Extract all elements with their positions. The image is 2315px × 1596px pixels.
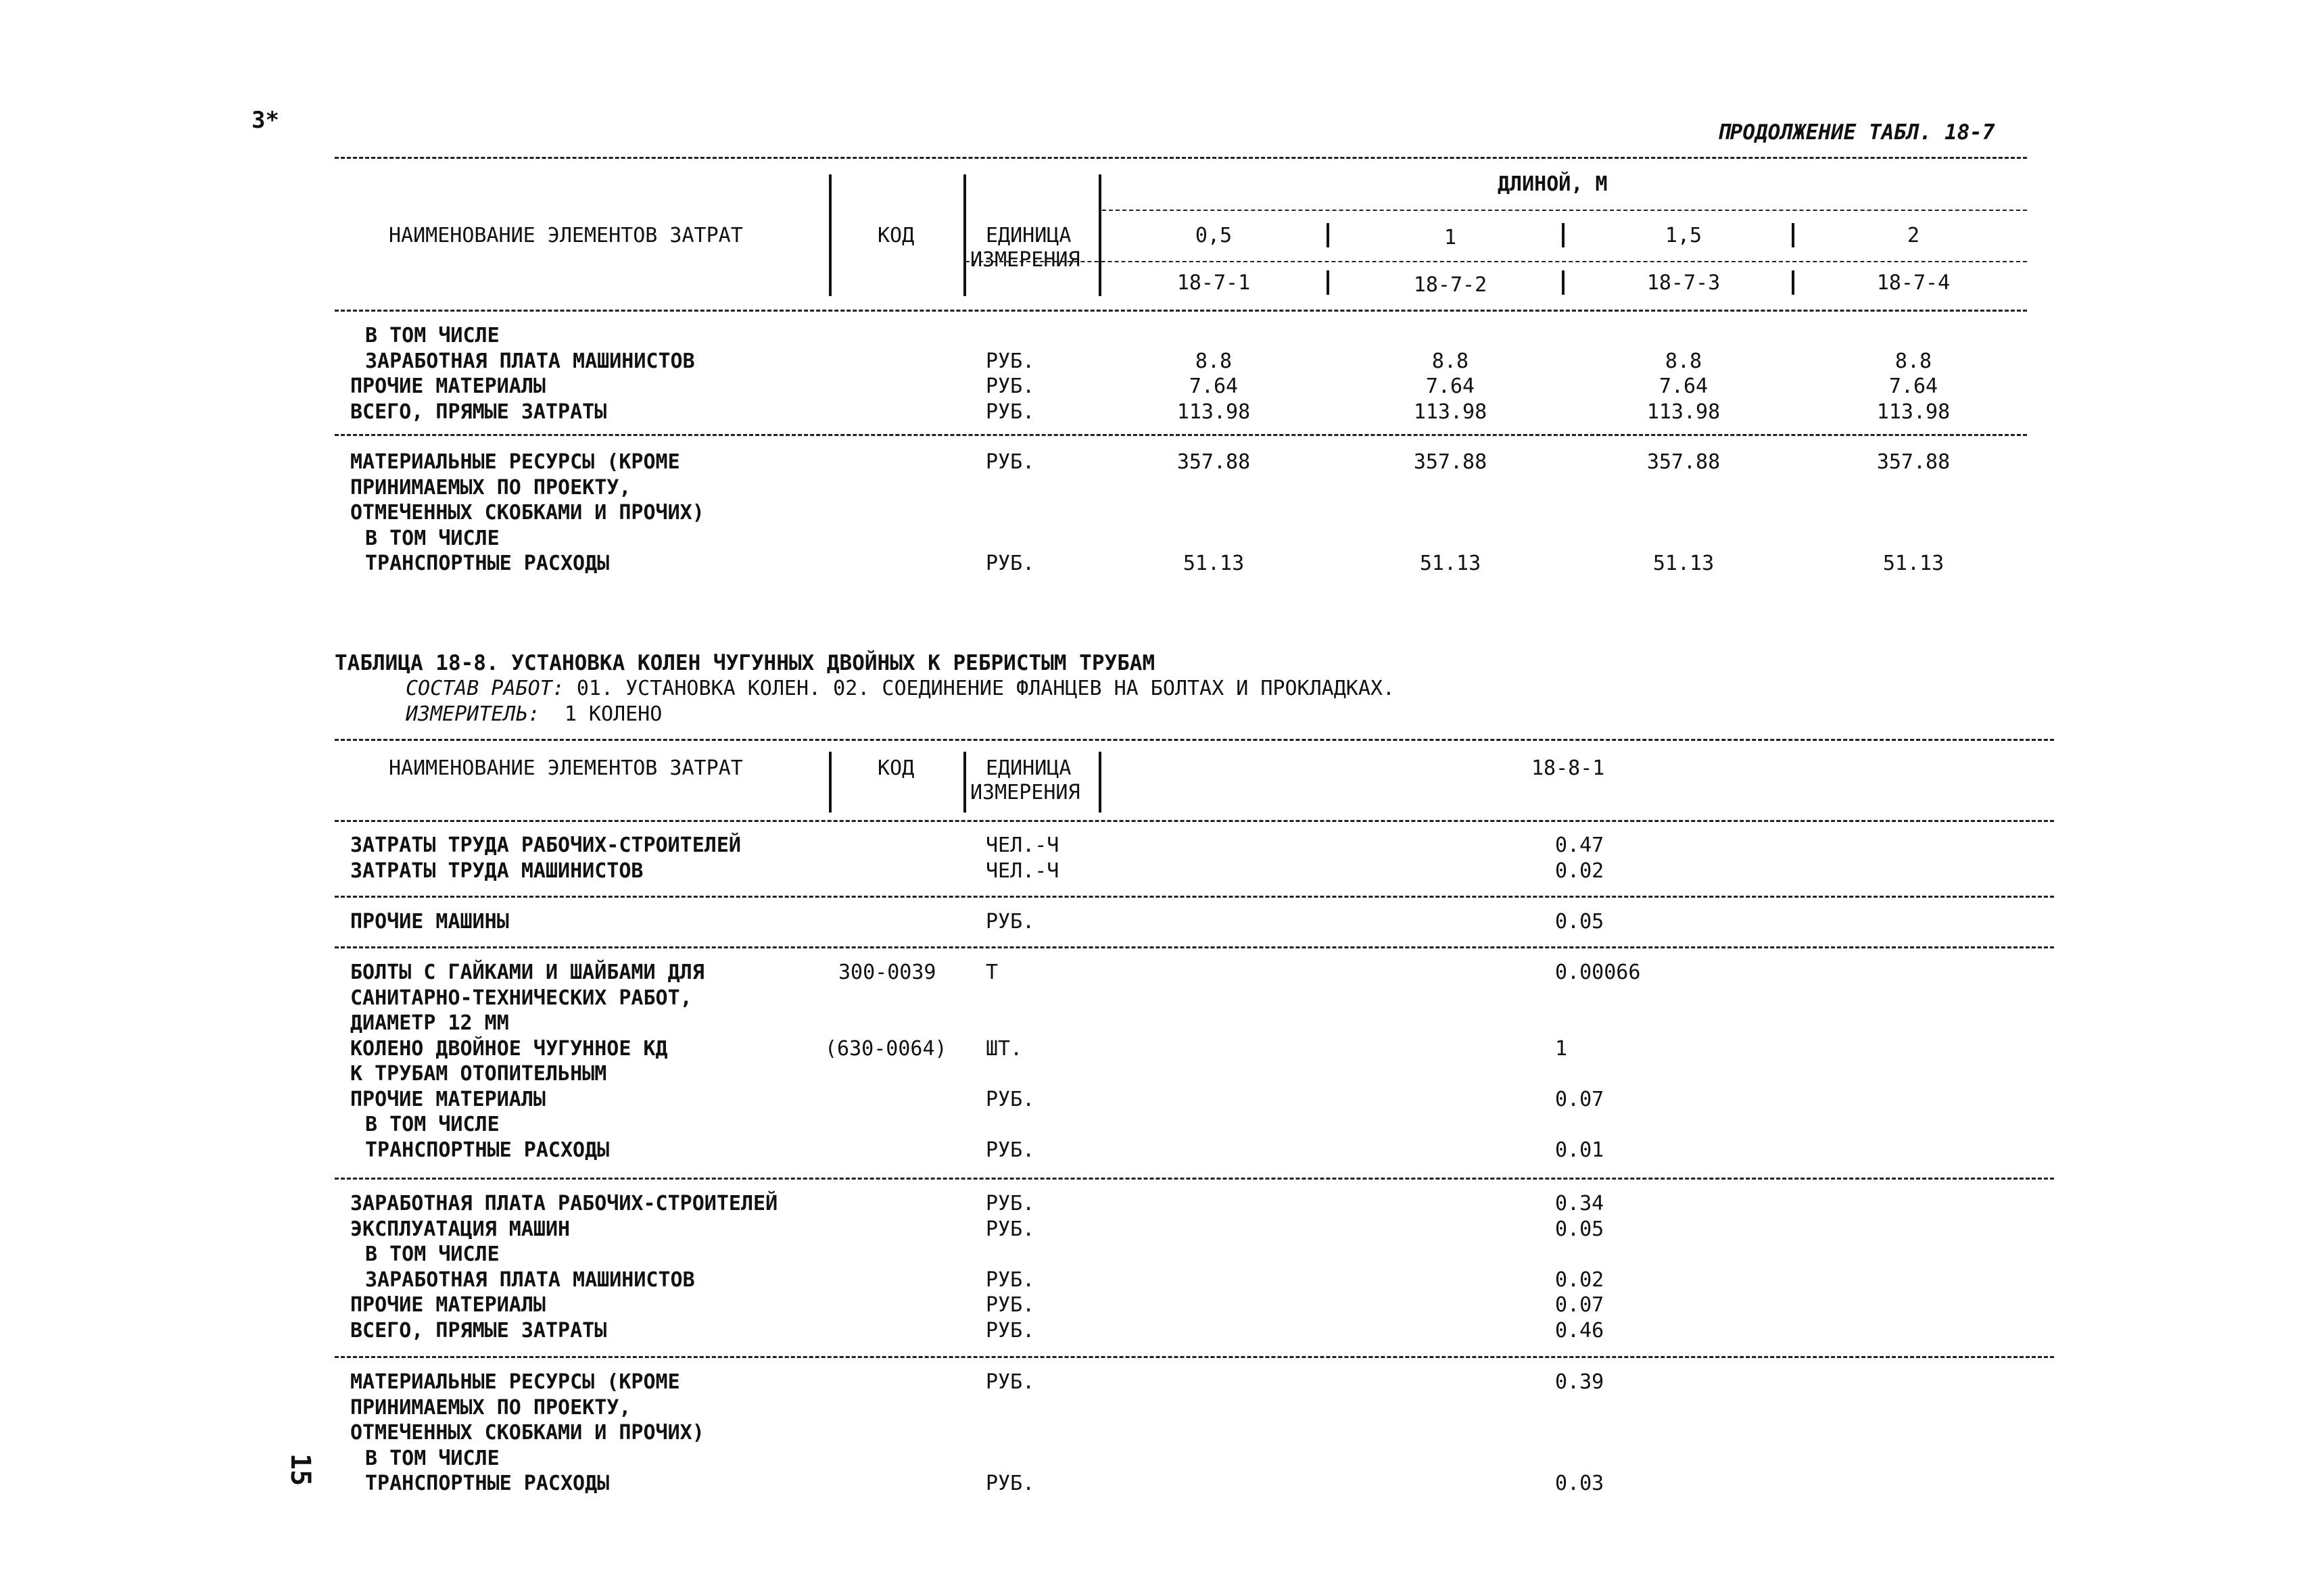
row-name: В ТОМ ЧИСЛЕ (365, 527, 500, 550)
row-name: САНИТАРНО-ТЕХНИЧЕСКИХ РАБОТ, (350, 986, 692, 1010)
row-value: 357.88 (1646, 450, 1721, 474)
row-unit: РУБ. (986, 400, 1035, 424)
row-value: 7.64 (1888, 374, 1938, 398)
work-composition (406, 676, 1395, 701)
row-name: В ТОМ ЧИСЛЕ (365, 1447, 500, 1470)
row-value: 357.88 (1876, 450, 1951, 474)
continuation-title: ПРОДОЛЖЕНИЕ ТАБЛ. 18-7 (1717, 120, 1995, 145)
row-value: 8.8 (1665, 349, 1702, 373)
row-value: 0.39 (1555, 1370, 1604, 1394)
row-unit: РУБ. (986, 1293, 1035, 1317)
row-value: 51.13 (1882, 552, 1944, 575)
header-unit-col-2: ИЗМЕРЕНИЯ (970, 248, 1080, 272)
row-name: В ТОМ ЧИСЛЕ (365, 324, 500, 347)
row-unit: ЧЕЛ.-Ч (986, 859, 1059, 883)
rule (1102, 210, 2027, 211)
row-name: В ТОМ ЧИСЛЕ (365, 1113, 500, 1136)
row-name: ТРАНСПОРТНЫЕ РАСХОДЫ (365, 1472, 610, 1495)
row-value: 51.13 (1183, 552, 1245, 575)
row-name: К ТРУБАМ ОТОПИТЕЛЬНЫМ (350, 1062, 607, 1086)
row-name: ЗАРАБОТНАЯ ПЛАТА МАШИНИСТОВ (365, 349, 695, 373)
table-title: ТАБЛИЦА 18-8. УСТАНОВКА КОЛЕН ЧУГУННЫХ ДВОЙНЫХ К РЕБРИСТЫМ ТРУБАМ (335, 651, 1155, 675)
row-value: 0.46 (1555, 1319, 1604, 1343)
row-unit: ШТ. (986, 1037, 1023, 1061)
row-unit: РУБ. (986, 1192, 1035, 1215)
row-value: 357.88 (1176, 450, 1251, 474)
norm-code-0: 18-7-1 (1176, 271, 1251, 295)
row-name: ВСЕГО, ПРЯМЫЕ ЗАТРАТЫ (350, 1319, 607, 1343)
row-value: 113.98 (1413, 400, 1487, 424)
norm-code-3: 18-7-4 (1876, 271, 1951, 295)
row-unit: РУБ. (986, 1138, 1035, 1162)
row-unit: РУБ. (986, 374, 1035, 398)
row-value: 0.47 (1555, 833, 1604, 857)
row-name: ЗАРАБОТНАЯ ПЛАТА РАБОЧИХ-СТРОИТЕЛЕЙ (350, 1192, 778, 1215)
rule (335, 820, 2054, 822)
col-divider (963, 752, 966, 813)
row-unit: РУБ. (986, 1472, 1035, 1495)
row-name: В ТОМ ЧИСЛЕ (365, 1242, 500, 1266)
rule (335, 1178, 2054, 1180)
row-value: 0.05 (1555, 1217, 1604, 1241)
row-value: 0.05 (1555, 910, 1604, 934)
row-unit: РУБ. (986, 1370, 1035, 1394)
rule (335, 310, 2027, 312)
row-value: 7.64 (1658, 374, 1709, 398)
rule (335, 434, 2027, 436)
row-name: КОЛЕНО ДВОЙНОЕ ЧУГУННОЕ КД (350, 1037, 668, 1061)
row-value: 0.03 (1555, 1472, 1604, 1495)
row-name: ПРОЧИЕ МАТЕРИАЛЫ (350, 1088, 546, 1111)
row-value: 8.8 (1431, 349, 1469, 373)
col-divider (1099, 752, 1101, 813)
row-value: 7.64 (1189, 374, 1239, 398)
meter (406, 702, 662, 727)
row-name: ТРАНСПОРТНЫЕ РАСХОДЫ (365, 1138, 610, 1162)
row-name: ОТМЕЧЕННЫХ СКОБКАМИ И ПРОЧИХ) (350, 1421, 705, 1445)
row-value: 51.13 (1419, 552, 1481, 575)
row-name: ПРОЧИЕ МАТЕРИАЛЫ (350, 1293, 546, 1317)
rule (335, 896, 2054, 898)
work-text: 01. УСТАНОВКА КОЛЕН. 02. СОЕДИНЕНИЕ ФЛАНЦЕВ НА БОЛТАХ И ПРОКЛАДКАХ. (576, 677, 1395, 700)
row-name: ПРИНИМАЕМЫХ ПО ПРОЕКТУ, (350, 1396, 631, 1420)
rule (335, 946, 2054, 948)
row-value: 7.64 (1425, 374, 1475, 398)
row-name: ЗАТРАТЫ ТРУДА МАШИНИСТОВ (350, 859, 644, 883)
col-divider (1792, 223, 1794, 247)
meter-label: ИЗМЕРИТЕЛЬ: (406, 702, 540, 726)
row-value: 8.8 (1195, 349, 1233, 373)
row-unit: РУБ. (986, 1217, 1035, 1241)
col-divider (963, 174, 966, 296)
col-divider (829, 174, 832, 296)
row-name: БОЛТЫ С ГАЙКАМИ И ШАЙБАМИ ДЛЯ (350, 961, 705, 984)
row-name: МАТЕРИАЛЬНЫЕ РЕСУРСЫ (КРОМЕ (350, 450, 680, 474)
row-unit: РУБ. (986, 1319, 1035, 1343)
col-divider (1099, 174, 1101, 296)
header-unit-col-2: ИЗМЕРЕНИЯ (970, 781, 1080, 804)
row-unit: Т (986, 961, 999, 984)
length-0: 0,5 (1195, 224, 1233, 247)
row-name: ДИАМЕТР 12 ММ (350, 1011, 509, 1035)
row-value: 0.01 (1555, 1138, 1604, 1162)
row-name: ВСЕГО, ПРЯМЫЕ ЗАТРАТЫ (350, 400, 607, 424)
col-divider (1327, 270, 1329, 295)
row-value: 0.07 (1555, 1293, 1604, 1317)
row-unit: РУБ. (986, 1268, 1035, 1292)
row-value: 8.8 (1894, 349, 1932, 373)
rule (335, 1356, 2054, 1358)
col-divider (1562, 223, 1565, 247)
page-number: 15 (285, 1453, 316, 1486)
row-unit: ЧЕЛ.-Ч (986, 833, 1059, 857)
row-value: 0.34 (1555, 1192, 1604, 1215)
row-name: ОТМЕЧЕННЫХ СКОБКАМИ И ПРОЧИХ) (350, 501, 705, 525)
header-code-col: КОД (878, 756, 915, 780)
row-value: 113.98 (1176, 400, 1251, 424)
rule (335, 157, 2027, 159)
header-norm-code: 18-8-1 (1531, 756, 1605, 780)
row-value: 51.13 (1652, 552, 1715, 575)
row-name: ПРОЧИЕ МАТЕРИАЛЫ (350, 374, 546, 398)
row-code: (630-0064) (825, 1037, 947, 1061)
row-name: ПРОЧИЕ МАШИНЫ (350, 910, 509, 934)
row-name: ЭКСПЛУАТАЦИЯ МАШИН (350, 1217, 571, 1241)
rule (335, 739, 2054, 741)
row-name: МАТЕРИАЛЬНЫЕ РЕСУРСЫ (КРОМЕ (350, 1370, 680, 1394)
col-divider (1562, 270, 1565, 295)
row-code: 300-0039 (838, 961, 936, 984)
length-2: 1,5 (1665, 224, 1702, 247)
meter-text: 1 КОЛЕНО (564, 702, 663, 726)
header-code-col: КОД (878, 224, 915, 247)
row-unit: РУБ. (986, 450, 1035, 474)
header-name-col: НАИМЕНОВАНИЕ ЭЛЕМЕНТОВ ЗАТРАТ (389, 756, 743, 780)
norm-code-1: 18-7-2 (1413, 273, 1487, 297)
row-name: ЗАРАБОТНАЯ ПЛАТА МАШИНИСТОВ (365, 1268, 695, 1292)
col-divider (1327, 223, 1329, 247)
row-value: 0.02 (1555, 1268, 1604, 1292)
row-unit: РУБ. (986, 1088, 1035, 1111)
work-label: СОСТАВ РАБОТ: (406, 677, 565, 700)
length-1: 1 (1443, 226, 1457, 249)
row-value: 0.00066 (1555, 961, 1641, 984)
row-value: 0.07 (1555, 1088, 1604, 1111)
row-unit: РУБ. (986, 910, 1035, 934)
row-name: ЗАТРАТЫ ТРУДА РАБОЧИХ-СТРОИТЕЛЕЙ (350, 833, 741, 857)
row-unit: РУБ. (986, 552, 1035, 575)
row-value: 113.98 (1876, 400, 1951, 424)
header-unit-col: ЕДИНИЦА (986, 224, 1072, 247)
row-value: 0.02 (1555, 859, 1604, 883)
col-divider (1792, 270, 1794, 295)
norm-code-2: 18-7-3 (1646, 271, 1721, 295)
row-name: ПРИНИМАЕМЫХ ПО ПРОЕКТУ, (350, 476, 631, 500)
col-divider (829, 752, 832, 813)
row-value: 357.88 (1413, 450, 1487, 474)
row-value: 113.98 (1646, 400, 1721, 424)
rule (965, 261, 2027, 262)
row-unit: РУБ. (986, 349, 1035, 373)
header-name-col: НАИМЕНОВАНИЕ ЭЛЕМЕНТОВ ЗАТРАТ (389, 224, 743, 247)
header-length: ДЛИНОЙ, М (1498, 172, 1608, 196)
length-3: 2 (1907, 224, 1920, 247)
row-name: ТРАНСПОРТНЫЕ РАСХОДЫ (365, 552, 610, 575)
row-value: 1 (1555, 1037, 1568, 1061)
corner-mark: 3* (252, 107, 279, 134)
header-unit-col: ЕДИНИЦА (986, 756, 1072, 780)
